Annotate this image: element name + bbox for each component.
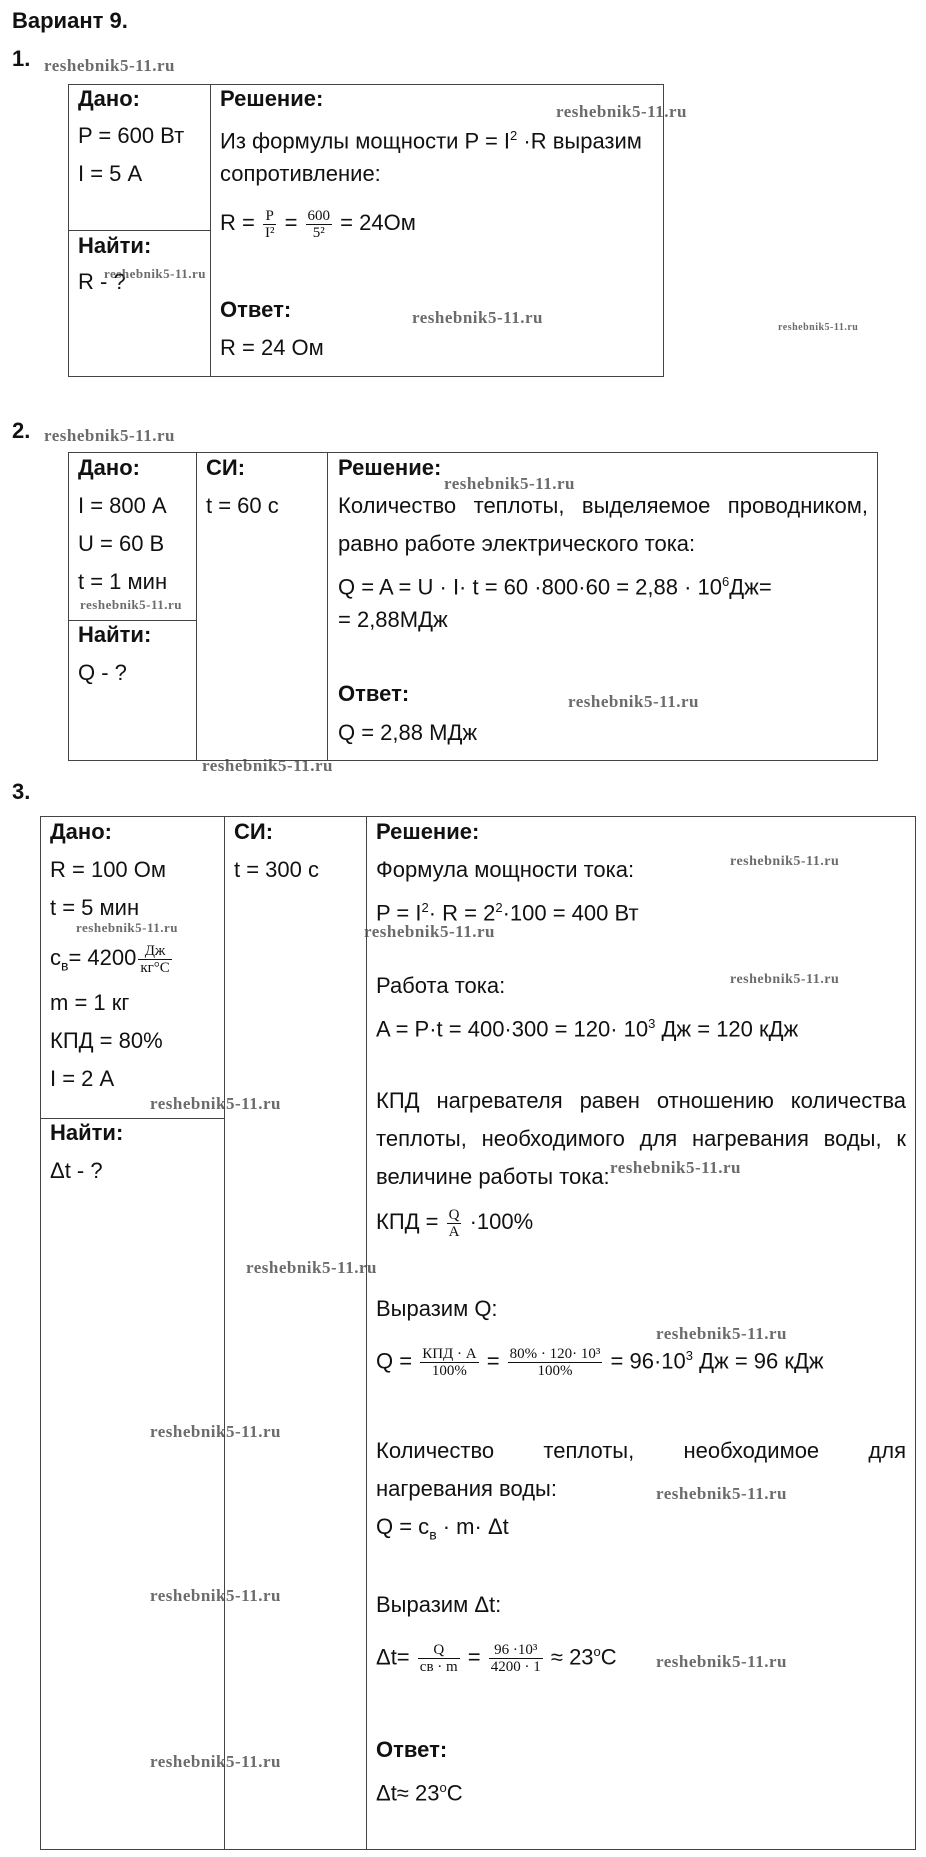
p1-answer: R = 24 Ом [220, 335, 324, 360]
page-title: Вариант 9. [12, 8, 128, 33]
watermark: reshebnik5-11.ru [730, 972, 840, 987]
watermark: reshebnik5-11.ru [568, 692, 699, 711]
p3-heat-text1: Количество теплоты, необходимое для [376, 1438, 906, 1463]
p3-power-caption: Формула мощности тока: [376, 857, 635, 882]
p3-si-time: t = 300 с [234, 857, 320, 882]
p3-answer-header: Ответ: [376, 1737, 448, 1762]
p3-given-efficiency: КПД = 80% [50, 1028, 163, 1053]
p3-express-q-formula: Q = $\frac{\text{КПД · A}}{100\%}$ = $\frac{\text{80\% · 120· 10³}}{100\%}$ = $96\cdot 10^3$ Дж = 96 кДж [376, 1346, 824, 1380]
p3-given-current: I = 2 А [50, 1066, 115, 1091]
p3-efficiency-text1: КПД нагревателя равен отношению количества [376, 1088, 906, 1113]
p1-find-value: R - ? [78, 269, 126, 294]
p2-find-value: Q - ? [78, 660, 127, 685]
p2-solution-line1: Количество теплоты, выделяемое проводником, [338, 493, 868, 518]
p2-given-time: t = 1 мин [78, 569, 168, 594]
p2-given-voltage: U = 60 В [78, 531, 165, 556]
p3-answer: $\Delta t\approx 23^oC$ [376, 1780, 463, 1806]
watermark: reshebnik5-11.ru [150, 1094, 281, 1113]
p2-solution-line3: $Q = A = U \cdot I\cdot t = 60 \cdot 800\cdot 60 = 2,88 \cdot 10^6Дж=$ [338, 574, 772, 600]
p3-given-header: Дано: [50, 819, 112, 844]
watermark: reshebnik5-11.ru [150, 1586, 281, 1605]
p3-efficiency-formula: КПД = $\frac{Q}{A}$ ·100% [376, 1206, 534, 1240]
watermark: reshebnik5-11.ru [778, 322, 859, 333]
p3-si-header: СИ: [234, 819, 274, 844]
watermark: reshebnik5-11.ru [44, 56, 175, 75]
watermark: reshebnik5-11.ru [656, 1324, 787, 1343]
p3-express-dt-formula: Δt= $\frac{Q}{cв \cdot m}$ = $\frac{\text{96 ·10³}}{4200 \cdot 1}$ ≈ $23^oC$ [376, 1642, 617, 1676]
watermark: reshebnik5-11.ru [610, 1158, 741, 1177]
p3-efficiency-text2: теплоты, необходимого для нагревания воды, к [376, 1126, 906, 1151]
watermark: reshebnik5-11.ru [104, 266, 207, 281]
p3-express-dt-caption: Выразим Δt: [376, 1592, 502, 1617]
watermark: reshebnik5-11.ru [730, 854, 840, 869]
p2-answer: Q = 2,88 МДж [338, 720, 478, 745]
p3-power-formula: $P = I^2\cdot R = 2^2\cdot 100 = 400$ Вт [376, 900, 639, 926]
p1-solution-line2: сопротивление: [220, 161, 381, 186]
watermark: reshebnik5-11.ru [202, 756, 333, 775]
watermark: reshebnik5-11.ru [150, 1422, 281, 1441]
p3-find-header: Найти: [50, 1120, 124, 1145]
p1-given-header: Дано: [78, 86, 140, 111]
p3-express-q-caption: Выразим Q: [376, 1296, 498, 1321]
problem-3-number: 3. [12, 779, 31, 804]
p3-given-heat-capacity: $c_в= 4200$ $\frac{Дж}{кг^\circ C}$ [50, 942, 170, 976]
p1-formula: R = $\frac{P}{\text{I²}}$ = $\frac{600}{\text{5²}}$ = 24Ом [220, 207, 416, 241]
watermark: reshebnik5-11.ru [412, 308, 543, 327]
p3-find-value: Δt - ? [50, 1158, 103, 1183]
p3-heat-formula: $Q = c_в \cdot m\cdot \Delta t$ [376, 1514, 509, 1543]
p3-work-caption: Работа тока: [376, 973, 506, 998]
p2-si-header: СИ: [206, 455, 246, 480]
watermark: reshebnik5-11.ru [150, 1752, 281, 1771]
problem-2-number: 2. [12, 418, 31, 443]
p2-solution-line2: равно работе электрического тока: [338, 531, 696, 556]
watermark: reshebnik5-11.ru [80, 597, 183, 612]
watermark: reshebnik5-11.ru [246, 1258, 377, 1277]
p1-solution-line1: Из формулы мощности $P = I^2 \cdot R$ выразим [220, 128, 642, 154]
p1-find-header: Найти: [78, 233, 152, 258]
p3-given-resistance: R = 100 Ом [50, 857, 167, 882]
p1-solution-header: Решение: [220, 86, 324, 111]
p2-solution-line4: = 2,88МДж [338, 607, 448, 632]
p1-given-power: P = 600 Вт [78, 123, 185, 148]
problem-1-number: 1. [12, 46, 31, 71]
p3-given-mass: m = 1 кг [50, 990, 130, 1015]
p2-find-header: Найти: [78, 622, 152, 647]
p2-solution-header: Решение: [338, 455, 442, 480]
p3-efficiency-text3: величине работы тока: [376, 1164, 610, 1189]
p2-given-current: I = 800 А [78, 493, 167, 518]
p2-given-header: Дано: [78, 455, 140, 480]
p3-solution-header: Решение: [376, 819, 480, 844]
watermark: reshebnik5-11.ru [76, 920, 179, 935]
watermark: reshebnik5-11.ru [656, 1652, 787, 1671]
p3-given-time: t = 5 мин [50, 895, 140, 920]
p3-work-formula: $A = P\cdot t = 400\cdot 300 = 120\cdot 10^3$ Дж = 120 кДж [376, 1016, 799, 1042]
watermark: reshebnik5-11.ru [44, 426, 175, 445]
watermark: reshebnik5-11.ru [444, 474, 575, 493]
p2-si-time: t = 60 с [206, 493, 279, 518]
watermark: reshebnik5-11.ru [556, 102, 687, 121]
p2-answer-header: Ответ: [338, 681, 410, 706]
p3-heat-text2: нагревания воды: [376, 1476, 557, 1501]
p1-given-current: I = 5 А [78, 161, 143, 186]
watermark: reshebnik5-11.ru [656, 1484, 787, 1503]
watermark: reshebnik5-11.ru [364, 922, 495, 941]
p1-answer-header: Ответ: [220, 297, 292, 322]
